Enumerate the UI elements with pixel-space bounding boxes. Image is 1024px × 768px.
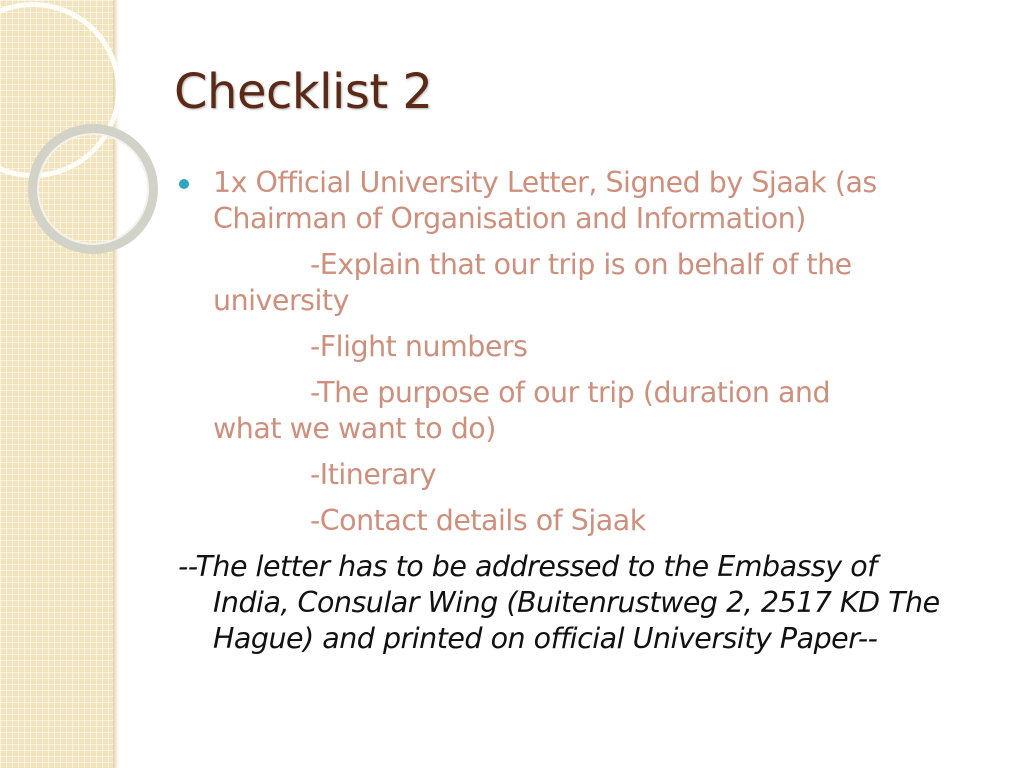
bullet-item-line: Chairman of Organisation and Information) [213,202,806,235]
bullet-text: 1x Official University Letter, Signed by Sjaak (as [213,166,877,199]
bullet-dot-icon [179,179,189,189]
subitem-line: -Itinerary [310,458,437,491]
subitem-line: -The purpose of our trip (duration and [310,376,831,409]
subitem-line: what we want to do) [213,412,496,445]
subitem-line: -Flight numbers [310,330,528,363]
subitem-line: university [213,284,349,317]
side-band-edge [113,0,119,768]
note-line: India, Consular Wing (Buitenrustweg 2, 2517 KD The [213,586,940,619]
subitem-line: -Explain that our trip is on behalf of the [310,248,852,281]
note-line: --The letter has to be addressed to the Embassy of [178,550,877,583]
bullet-item-line [175,165,985,201]
decorative-side-band [0,0,113,768]
slide-content [175,165,985,657]
slide-title: Checklist 2 [174,64,433,120]
note-line: Hague) and printed on official University Paper-- [213,622,878,655]
subitem-line: -Contact details of Sjaak [310,504,646,537]
